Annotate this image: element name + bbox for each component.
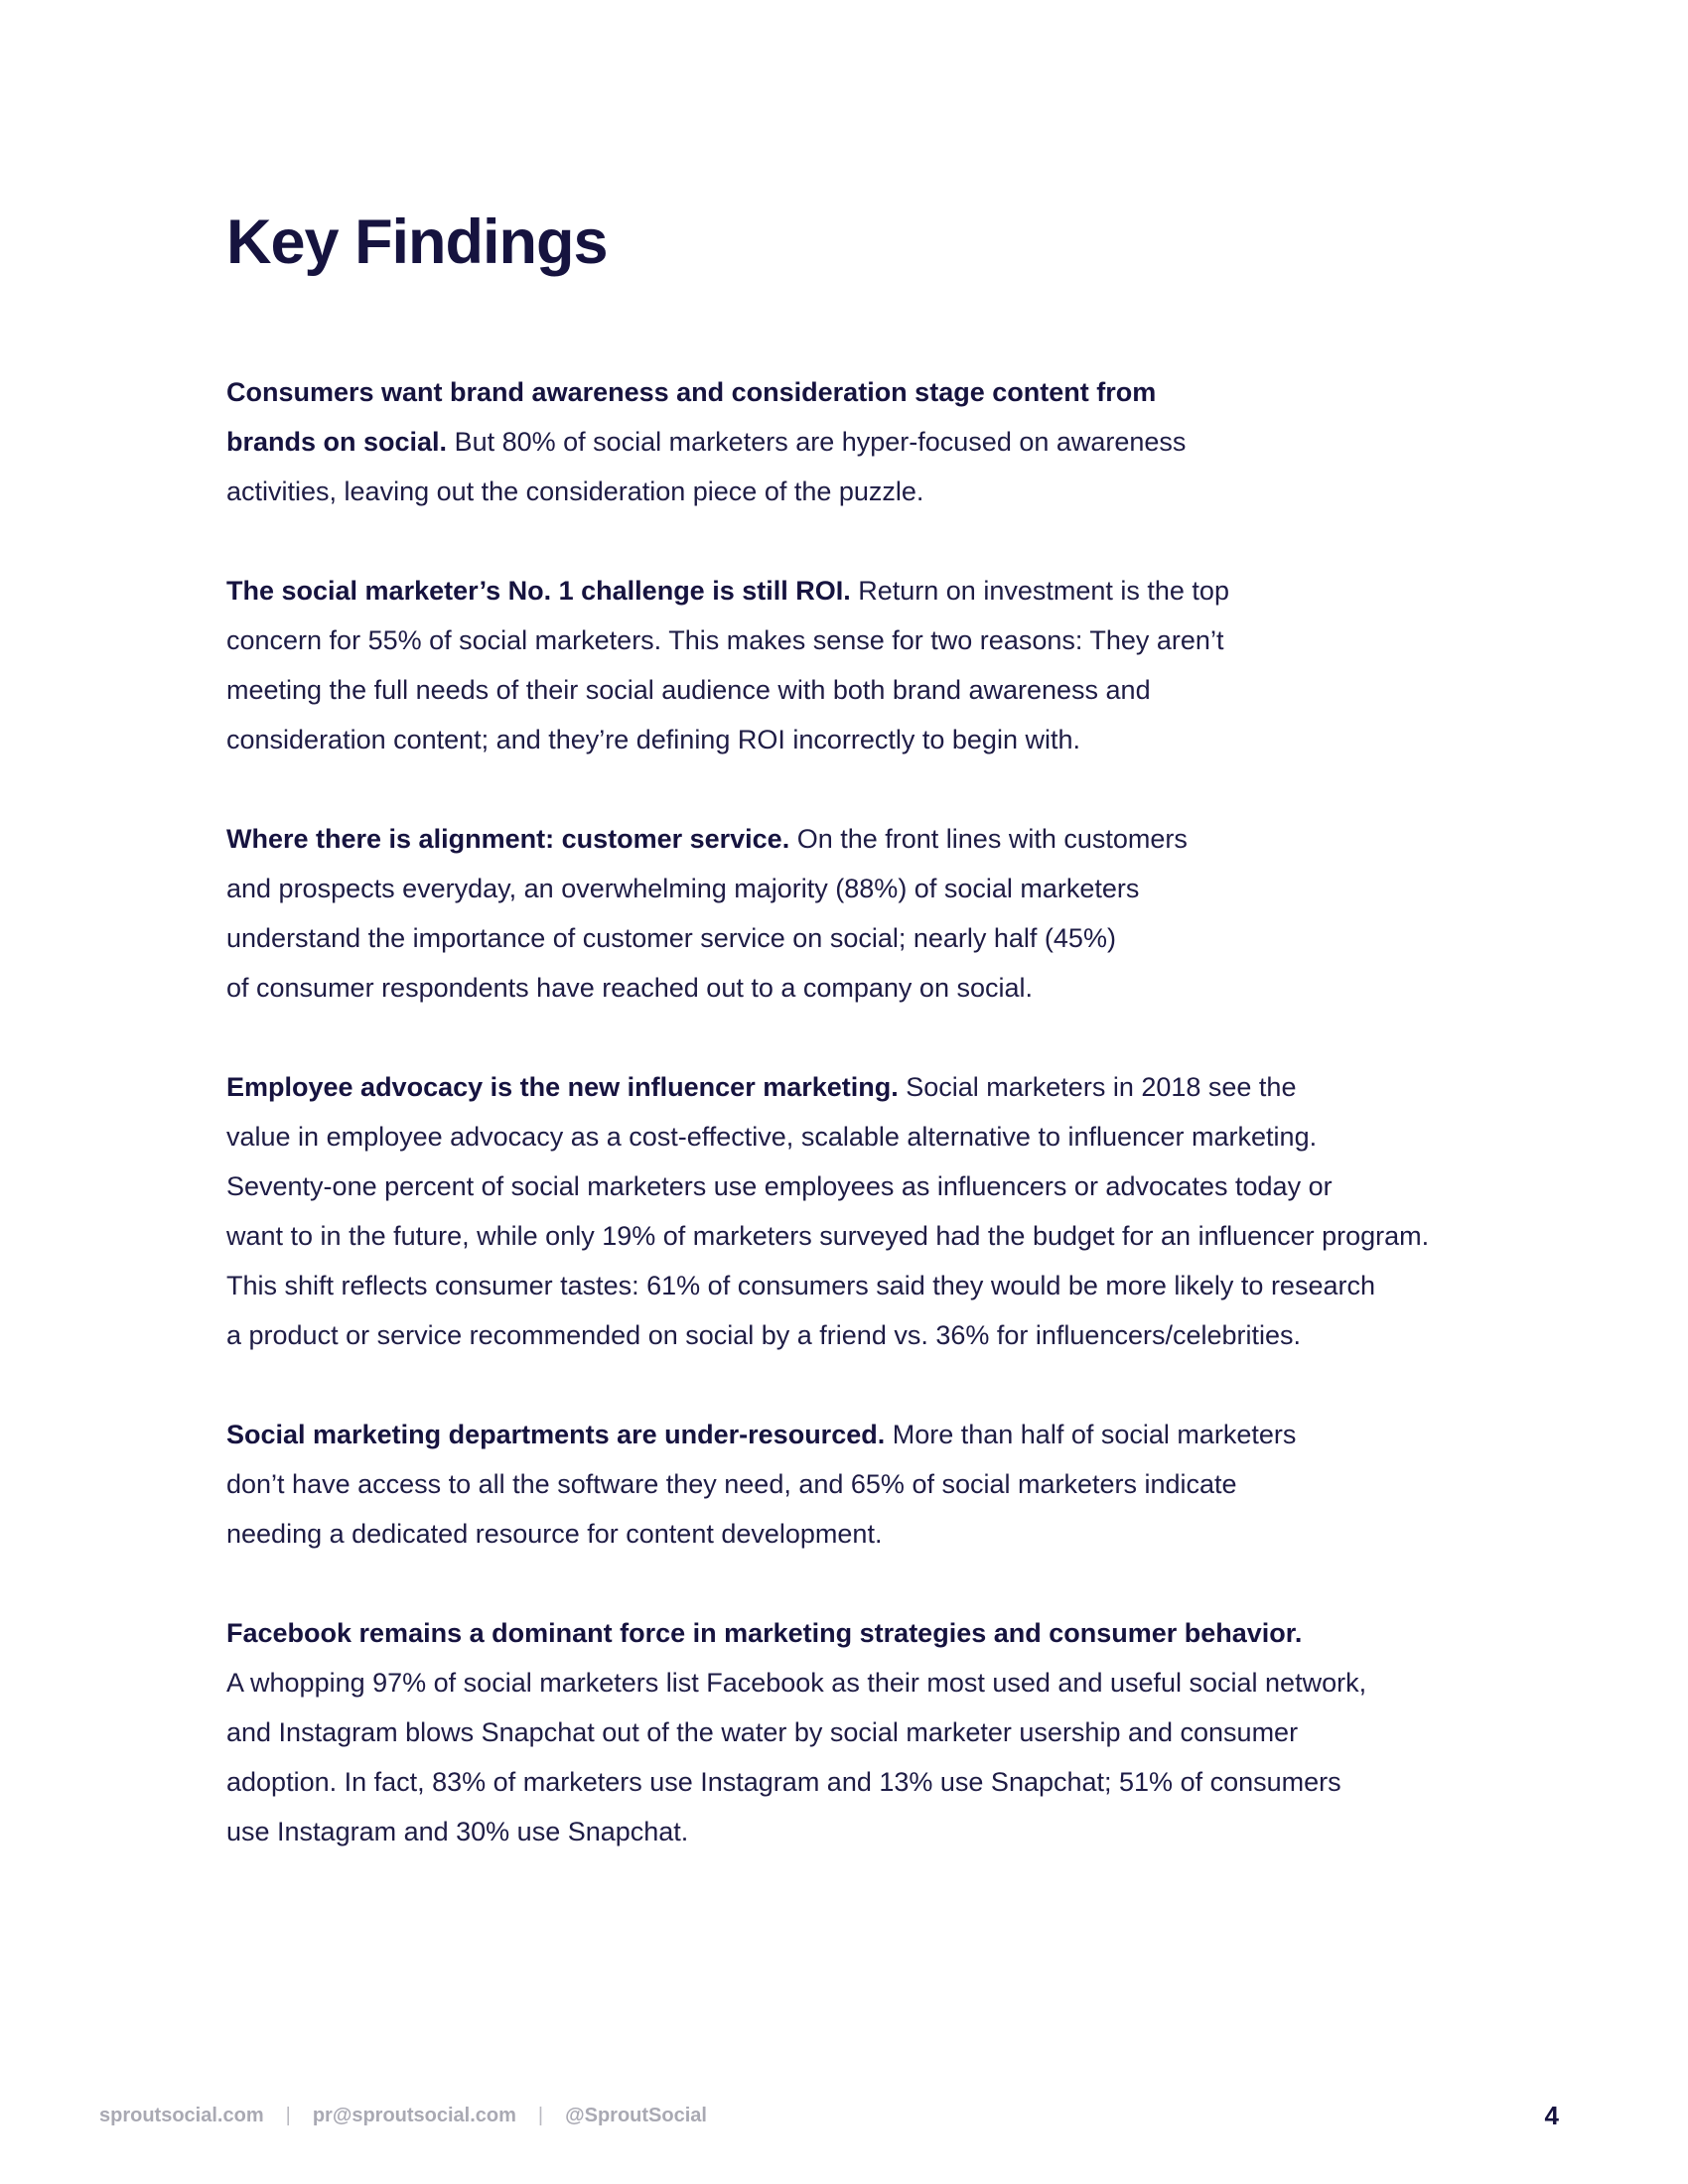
finding-line: want to in the future, while only 19% of marketers surveyed had the budget for an influencer program.: [226, 1221, 1430, 1251]
finding-line: [226, 367, 1477, 417]
finding-text: Return on investment is the top: [850, 576, 1229, 606]
finding-line: [226, 1062, 1477, 1112]
finding-lead: Facebook remains a dominant force in marketing strategies and consumer behavior.: [226, 1618, 1303, 1648]
finding-line: understand the importance of customer service on social; nearly half (45%): [226, 923, 1116, 953]
finding-lead: Where there is alignment: customer service.: [226, 824, 790, 854]
footer-email-link[interactable]: pr@sproutsocial.com: [312, 2105, 516, 2126]
finding-line: A whopping 97% of social marketers list Facebook as their most used and useful social network,: [226, 1668, 1367, 1698]
finding-lead: brands on social.: [226, 427, 448, 457]
finding-line: of consumer respondents have reached out to a company on social.: [226, 973, 1033, 1003]
finding-line: don’t have access to all the software they need, and 65% of social marketers indicate: [226, 1469, 1237, 1499]
finding-line: concern for 55% of social marketers. This makes sense for two reasons: They aren’t: [226, 625, 1224, 655]
finding-line: activities, leaving out the consideration piece of the puzzle.: [226, 477, 924, 506]
page-title: Key Findings: [226, 207, 608, 277]
finding-text: On the front lines with customers: [789, 824, 1188, 854]
finding-line: [226, 566, 1477, 615]
footer-separator: |: [285, 2105, 291, 2126]
finding-lead: Social marketing departments are under-resourced.: [226, 1420, 886, 1449]
finding-line: needing a dedicated resource for content development.: [226, 1519, 883, 1549]
footer-separator: |: [537, 2105, 544, 2126]
page-footer: [99, 2105, 707, 2127]
finding-line: consideration content; and they’re defining ROI incorrectly to begin with.: [226, 725, 1080, 754]
finding-line: adoption. In fact, 83% of marketers use Instagram and 13% use Snapchat; 51% of consumers: [226, 1767, 1341, 1797]
finding-line: value in employee advocacy as a cost-effective, scalable alternative to influencer marketing.: [226, 1122, 1318, 1152]
footer-social-handle[interactable]: @SproutSocial: [565, 2105, 707, 2126]
finding-line: Seventy-one percent of social marketers use employees as influencers or advocates today or: [226, 1171, 1333, 1201]
finding-facebook-dominant: [226, 1608, 1477, 1856]
page-number: 4: [1544, 2101, 1559, 2130]
finding-brand-awareness: [226, 367, 1477, 516]
finding-lead: Employee advocacy is the new influencer marketing.: [226, 1072, 899, 1102]
finding-line: [226, 1608, 1477, 1658]
finding-line: use Instagram and 30% use Snapchat.: [226, 1817, 689, 1846]
finding-line: a product or service recommended on social by a friend vs. 36% for influencers/celebrities.: [226, 1320, 1302, 1350]
findings-list: [226, 367, 1477, 1906]
finding-under-resourced: [226, 1410, 1477, 1559]
footer-website-link[interactable]: sproutsocial.com: [99, 2105, 264, 2126]
finding-lead: The social marketer’s No. 1 challenge is still ROI.: [226, 576, 851, 606]
finding-roi-challenge: [226, 566, 1477, 764]
finding-customer-service: [226, 814, 1477, 1013]
finding-line: and Instagram blows Snapchat out of the water by social marketer usership and consumer: [226, 1717, 1299, 1747]
finding-text: But 80% of social marketers are hyper-focused on awareness: [447, 427, 1187, 457]
finding-line: meeting the full needs of their social audience with both brand awareness and: [226, 675, 1151, 705]
finding-employee-advocacy: [226, 1062, 1477, 1360]
finding-line: [226, 417, 1477, 467]
finding-line: and prospects everyday, an overwhelming majority (88%) of social marketers: [226, 874, 1140, 903]
finding-line: [226, 1410, 1477, 1459]
finding-text: Social marketers in 2018 see the: [898, 1072, 1297, 1102]
finding-text: More than half of social marketers: [885, 1420, 1297, 1449]
finding-line: [226, 814, 1477, 864]
finding-lead: Consumers want brand awareness and consideration stage content from: [226, 377, 1157, 407]
finding-line: This shift reflects consumer tastes: 61% of consumers said they would be more likely to research: [226, 1271, 1375, 1300]
